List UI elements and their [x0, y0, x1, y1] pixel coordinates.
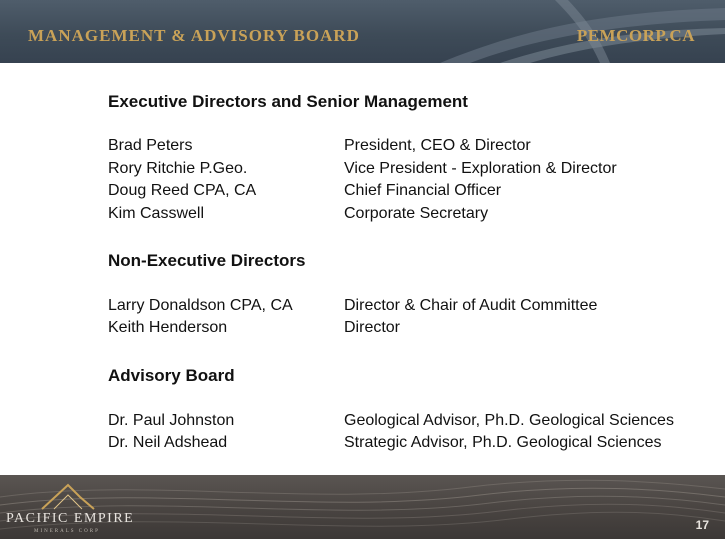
section-heading-non-executive: Non-Executive Directors [108, 251, 306, 270]
company-logo-subtitle: MINERALS CORP [34, 529, 100, 534]
person-row [108, 182, 708, 204]
section-heading-advisory: Advisory Board [108, 366, 235, 385]
person-name: Keith Henderson [108, 319, 228, 336]
person-name: Dr. Neil Adshead [108, 434, 228, 451]
person-role: Chief Financial Officer [344, 182, 502, 199]
slide-title: MANAGEMENT & ADVISORY BOARD [28, 26, 360, 45]
website-label: PEMCORP.CA [576, 26, 695, 45]
person-role: Corporate Secretary [344, 205, 489, 222]
person-row [108, 160, 708, 182]
footer-banner [0, 475, 725, 539]
person-name: Dr. Paul Johnston [108, 412, 235, 429]
person-row [108, 137, 708, 159]
person-row [108, 205, 708, 227]
person-role: Strategic Advisor, Ph.D. Geological Sciences [344, 434, 662, 451]
person-row [108, 297, 708, 319]
person-role: Director [344, 319, 401, 336]
person-row [108, 412, 708, 434]
footer-wave-decoration [0, 475, 725, 539]
company-logo-name: PACIFIC EMPIRE [6, 511, 135, 526]
header-banner [0, 0, 725, 63]
person-name: Kim Casswell [108, 205, 205, 222]
person-row [108, 434, 708, 456]
person-role: President, CEO & Director [344, 137, 531, 154]
person-name: Doug Reed CPA, CA [108, 182, 257, 199]
person-role: Director & Chair of Audit Committee [344, 297, 598, 314]
page-number: 17 [695, 518, 709, 532]
person-name: Brad Peters [108, 137, 193, 154]
person-name: Larry Donaldson CPA, CA [108, 297, 293, 314]
section-heading-executive: Executive Directors and Senior Management [108, 92, 468, 111]
person-role: Geological Advisor, Ph.D. Geological Sciences [344, 412, 674, 429]
person-role: Vice President - Exploration & Director [344, 160, 617, 177]
person-row [108, 319, 708, 341]
person-name: Rory Ritchie P.Geo. [108, 160, 248, 177]
